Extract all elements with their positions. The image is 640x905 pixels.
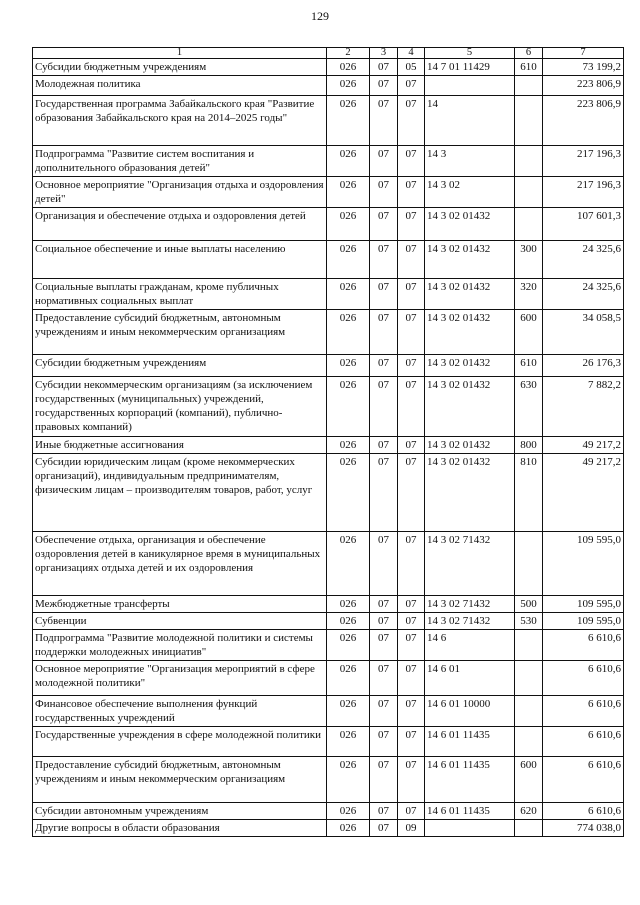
row-sum: 109 595,0	[543, 532, 624, 596]
table-row	[33, 241, 624, 279]
row-pr: 07	[398, 532, 425, 596]
table-row	[33, 630, 624, 661]
row-name: Субсидии бюджетным учреждениям	[33, 355, 327, 377]
row-rz: 07	[370, 96, 398, 146]
row-csr: 14 3 02 01432	[425, 279, 515, 310]
row-grbs: 026	[327, 355, 370, 377]
row-csr	[425, 820, 515, 837]
row-grbs: 026	[327, 377, 370, 437]
row-sum: 24 325,6	[543, 241, 624, 279]
row-vr	[515, 820, 543, 837]
row-rz: 07	[370, 177, 398, 208]
page-number: 129	[311, 9, 329, 23]
row-vr: 530	[515, 613, 543, 630]
row-csr: 14 6	[425, 630, 515, 661]
row-vr: 610	[515, 59, 543, 76]
row-rz: 07	[370, 613, 398, 630]
row-pr: 07	[398, 76, 425, 96]
row-grbs: 026	[327, 59, 370, 76]
row-rz: 07	[370, 532, 398, 596]
row-sum: 34 058,5	[543, 310, 624, 355]
row-name: Субсидии бюджетным учреждениям	[33, 59, 327, 76]
row-grbs: 026	[327, 532, 370, 596]
row-sum: 6 610,6	[543, 696, 624, 727]
row-name: Подпрограмма "Развитие молодежной политики и системы поддержки молодежных инициатив"	[33, 630, 327, 661]
row-pr: 07	[398, 454, 425, 532]
row-name: Субвенции	[33, 613, 327, 630]
row-vr: 300	[515, 241, 543, 279]
row-pr: 07	[398, 208, 425, 241]
row-grbs: 026	[327, 279, 370, 310]
row-rz: 07	[370, 241, 398, 279]
row-csr: 14 3 02 01432	[425, 454, 515, 532]
row-grbs: 026	[327, 630, 370, 661]
header-grbs: 2	[327, 48, 370, 59]
row-rz: 07	[370, 208, 398, 241]
row-grbs: 026	[327, 310, 370, 355]
row-sum: 6 610,6	[543, 661, 624, 696]
table-row	[33, 613, 624, 630]
row-csr: 14 6 01 10000	[425, 696, 515, 727]
row-csr: 14 3 02 01432	[425, 437, 515, 454]
table-row	[33, 208, 624, 241]
row-sum: 49 217,2	[543, 437, 624, 454]
row-csr: 14 3 02 71432	[425, 613, 515, 630]
row-rz: 07	[370, 820, 398, 837]
row-grbs: 026	[327, 177, 370, 208]
row-vr: 810	[515, 454, 543, 532]
row-vr	[515, 661, 543, 696]
row-rz: 07	[370, 355, 398, 377]
row-pr: 07	[398, 661, 425, 696]
row-sum: 223 806,9	[543, 96, 624, 146]
row-pr: 05	[398, 59, 425, 76]
row-vr	[515, 76, 543, 96]
table-row	[33, 727, 624, 757]
row-name: Финансовое обеспечение выполнения функций государственных учреждений	[33, 696, 327, 727]
table-row	[33, 76, 624, 96]
row-rz: 07	[370, 727, 398, 757]
table-row	[33, 355, 624, 377]
row-vr	[515, 696, 543, 727]
row-vr: 630	[515, 377, 543, 437]
row-pr: 07	[398, 279, 425, 310]
row-rz: 07	[370, 377, 398, 437]
row-rz: 07	[370, 454, 398, 532]
row-grbs: 026	[327, 454, 370, 532]
row-grbs: 026	[327, 757, 370, 803]
table-row	[33, 177, 624, 208]
row-pr: 07	[398, 377, 425, 437]
table-row	[33, 532, 624, 596]
table-row	[33, 454, 624, 532]
row-pr: 07	[398, 803, 425, 820]
table-row	[33, 146, 624, 177]
row-pr: 07	[398, 437, 425, 454]
row-grbs: 026	[327, 661, 370, 696]
row-vr: 620	[515, 803, 543, 820]
row-csr: 14 3 02 01432	[425, 208, 515, 241]
row-name: Субсидии автономным учреждениям	[33, 803, 327, 820]
row-name: Субсидии юридическим лицам (кроме некоммерческих организаций), индивидуальным предпринимателям, физическим лицам – производителям товаров, работ, услуг	[33, 454, 327, 532]
header-name: 1	[33, 48, 327, 59]
row-grbs: 026	[327, 241, 370, 279]
table-row	[33, 661, 624, 696]
row-grbs: 026	[327, 727, 370, 757]
row-sum: 217 196,3	[543, 177, 624, 208]
row-vr	[515, 532, 543, 596]
row-name: Подпрограмма "Развитие систем воспитания и дополнительного образования детей"	[33, 146, 327, 177]
table-row	[33, 696, 624, 727]
table-row	[33, 757, 624, 803]
row-csr: 14 6 01	[425, 661, 515, 696]
row-csr: 14 6 01 11435	[425, 803, 515, 820]
row-pr: 07	[398, 96, 425, 146]
row-csr: 14 3 02	[425, 177, 515, 208]
row-grbs: 026	[327, 803, 370, 820]
row-sum: 6 610,6	[543, 757, 624, 803]
row-grbs: 026	[327, 96, 370, 146]
table-row	[33, 377, 624, 437]
row-pr: 07	[398, 241, 425, 279]
row-sum: 7 882,2	[543, 377, 624, 437]
row-rz: 07	[370, 696, 398, 727]
header-row	[33, 48, 624, 59]
row-name: Предоставление субсидий бюджетным, автономным учреждениям и иным некоммерческим организациям	[33, 757, 327, 803]
row-vr	[515, 177, 543, 208]
row-csr	[425, 76, 515, 96]
row-csr: 14 6 01 11435	[425, 757, 515, 803]
row-pr: 07	[398, 177, 425, 208]
row-csr: 14 3 02 01432	[425, 355, 515, 377]
row-vr	[515, 630, 543, 661]
row-pr: 07	[398, 596, 425, 613]
row-sum: 774 038,0	[543, 820, 624, 837]
row-sum: 107 601,3	[543, 208, 624, 241]
row-sum: 6 610,6	[543, 803, 624, 820]
row-grbs: 026	[327, 596, 370, 613]
table-row	[33, 96, 624, 146]
row-pr: 07	[398, 727, 425, 757]
row-name: Государственные учреждения в сфере молодежной политики	[33, 727, 327, 757]
row-rz: 07	[370, 757, 398, 803]
row-vr	[515, 208, 543, 241]
row-vr	[515, 96, 543, 146]
row-pr: 07	[398, 355, 425, 377]
row-name: Основное мероприятие "Организация отдыха и оздоровления детей"	[33, 177, 327, 208]
row-name: Государственная программа Забайкальского края "Развитие образования Забайкальского края на 2014–2025 годы"	[33, 96, 327, 146]
row-grbs: 026	[327, 820, 370, 837]
row-grbs: 026	[327, 696, 370, 727]
row-vr: 500	[515, 596, 543, 613]
header-pr: 4	[398, 48, 425, 59]
row-grbs: 026	[327, 613, 370, 630]
row-rz: 07	[370, 279, 398, 310]
row-vr: 600	[515, 757, 543, 803]
row-grbs: 026	[327, 208, 370, 241]
header-sum: 7	[543, 48, 624, 59]
header-vr: 6	[515, 48, 543, 59]
row-sum: 6 610,6	[543, 630, 624, 661]
header-csr: 5	[425, 48, 515, 59]
row-rz: 07	[370, 803, 398, 820]
row-name: Социальное обеспечение и иные выплаты населению	[33, 241, 327, 279]
row-csr: 14 3 02 01432	[425, 377, 515, 437]
row-vr	[515, 727, 543, 757]
header-rz: 3	[370, 48, 398, 59]
row-rz: 07	[370, 661, 398, 696]
row-pr: 07	[398, 696, 425, 727]
row-name: Другие вопросы в области образования	[33, 820, 327, 837]
row-vr: 320	[515, 279, 543, 310]
row-rz: 07	[370, 59, 398, 76]
row-rz: 07	[370, 146, 398, 177]
row-grbs: 026	[327, 437, 370, 454]
table-row	[33, 279, 624, 310]
row-pr: 07	[398, 630, 425, 661]
row-pr: 09	[398, 820, 425, 837]
row-csr: 14 7 01 11429	[425, 59, 515, 76]
row-sum: 26 176,3	[543, 355, 624, 377]
row-name: Основное мероприятие "Организация мероприятий в сфере молодежной политики"	[33, 661, 327, 696]
row-sum: 6 610,6	[543, 727, 624, 757]
table-row	[33, 803, 624, 820]
row-pr: 07	[398, 613, 425, 630]
row-pr: 07	[398, 757, 425, 803]
row-vr: 800	[515, 437, 543, 454]
row-name: Иные бюджетные ассигнования	[33, 437, 327, 454]
row-grbs: 026	[327, 76, 370, 96]
row-sum: 49 217,2	[543, 454, 624, 532]
row-csr: 14 3 02 71432	[425, 532, 515, 596]
row-pr: 07	[398, 310, 425, 355]
table-row	[33, 596, 624, 613]
row-grbs: 026	[327, 146, 370, 177]
table-row	[33, 820, 624, 837]
row-rz: 07	[370, 76, 398, 96]
table-row	[33, 437, 624, 454]
row-rz: 07	[370, 437, 398, 454]
row-sum: 24 325,6	[543, 279, 624, 310]
row-rz: 07	[370, 630, 398, 661]
row-sum: 73 199,2	[543, 59, 624, 76]
row-sum: 109 595,0	[543, 596, 624, 613]
row-sum: 109 595,0	[543, 613, 624, 630]
row-name: Социальные выплаты гражданам, кроме публичных нормативных социальных выплат	[33, 279, 327, 310]
row-vr	[515, 146, 543, 177]
row-rz: 07	[370, 596, 398, 613]
row-name: Межбюджетные трансферты	[33, 596, 327, 613]
row-csr: 14 3 02 71432	[425, 596, 515, 613]
row-vr: 610	[515, 355, 543, 377]
table-row	[33, 59, 624, 76]
row-name: Обеспечение отдыха, организация и обеспечение оздоровления детей в каникулярное время в муниципальных организациях отдыха детей и их оздоровления	[33, 532, 327, 596]
row-csr: 14 3 02 01432	[425, 310, 515, 355]
budget-table	[32, 47, 624, 837]
row-csr: 14	[425, 96, 515, 146]
row-csr: 14 3	[425, 146, 515, 177]
row-name: Субсидии некоммерческим организациям (за исключением государственных (муниципальных) учреждений, государственных корпораций (компаний), публично-правовых компаний)	[33, 377, 327, 437]
row-sum: 223 806,9	[543, 76, 624, 96]
row-csr: 14 3 02 01432	[425, 241, 515, 279]
row-vr: 600	[515, 310, 543, 355]
row-rz: 07	[370, 310, 398, 355]
row-name: Организация и обеспечение отдыха и оздоровления детей	[33, 208, 327, 241]
row-name: Молодежная политика	[33, 76, 327, 96]
row-name: Предоставление субсидий бюджетным, автономным учреждениям и иным некоммерческим организациям	[33, 310, 327, 355]
row-csr: 14 6 01 11435	[425, 727, 515, 757]
table-row	[33, 310, 624, 355]
row-pr: 07	[398, 146, 425, 177]
row-sum: 217 196,3	[543, 146, 624, 177]
